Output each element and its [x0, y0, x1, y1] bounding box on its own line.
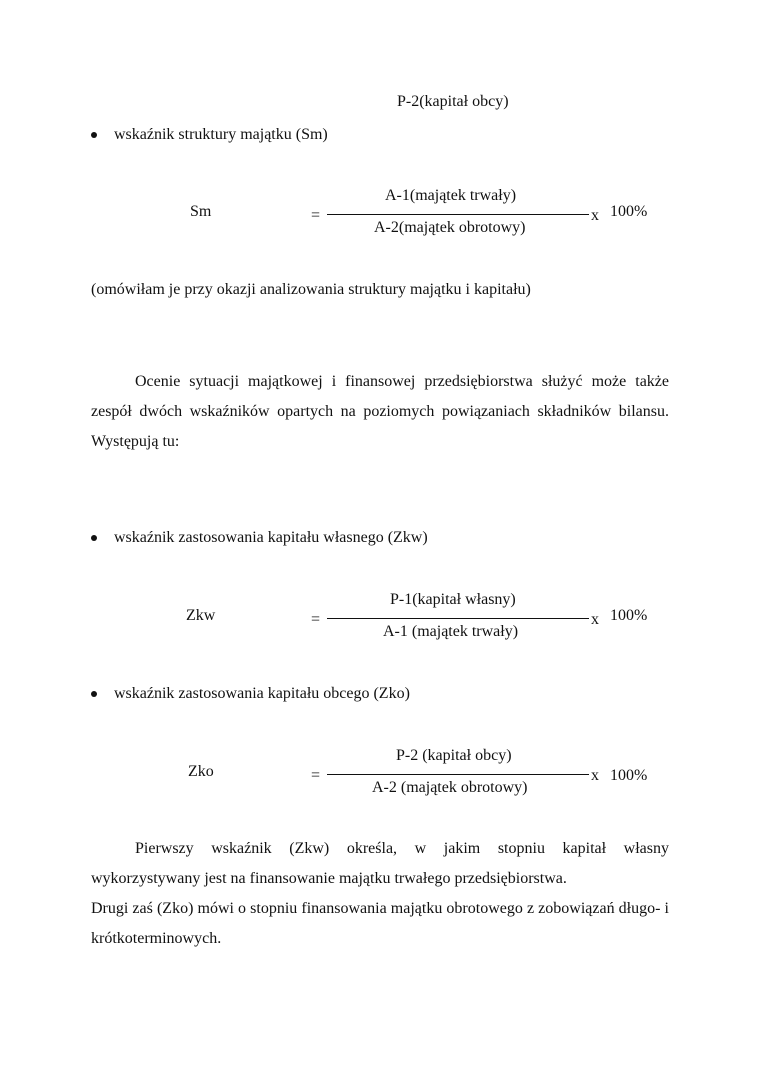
formula-zko-equals: =: [311, 767, 321, 784]
top-continuation-text: P-2(kapitał obcy): [397, 93, 509, 110]
formula-zkw-percent: 100%: [610, 607, 648, 624]
formula-zkw-label: Zkw: [186, 607, 216, 624]
closing-text: [91, 834, 669, 954]
formula-zkw-fraction-line: [327, 618, 589, 619]
formula-sm-times: x: [591, 207, 599, 224]
formula-sm-equals: =: [311, 207, 321, 224]
formula-zko-percent: 100%: [610, 767, 648, 784]
closing-paragraph-1: Pierwszy wskaźnik (Zkw) określa, w jakim stopniu kapitał własny wykorzystywany jest na finansowanie majątku trwałego przedsiębiorstwa.: [91, 840, 669, 887]
formula-sm-denominator: A-2(majątek obrotowy): [374, 219, 526, 236]
formula-sm-numerator: A-1(majątek trwały): [385, 187, 517, 204]
formula-zko-fraction-line: [327, 774, 589, 775]
formula-zko-label: Zko: [188, 763, 214, 780]
formula-sm-fraction-line: [327, 214, 589, 215]
formula-zko-denominator: A-2 (majątek obrotowy): [372, 779, 528, 796]
formula-sm-label: Sm: [190, 203, 212, 220]
formula-zkw-equals: =: [311, 611, 321, 628]
intro-paragraph: Ocenie sytuacji majątkowej i finansowej przedsiębiorstwa służyć może także zespół dwóch wskaźników opartych na poziomych powiązaniach składników bilansu. Występują tu:: [91, 373, 669, 450]
formula-zkw-denominator: A-1 (majątek trwały): [383, 623, 519, 640]
formula-sm-percent: 100%: [610, 203, 648, 220]
formula-zkw-numerator: P-1(kapitał własny): [390, 591, 516, 608]
bullet-dot-icon: [91, 535, 97, 541]
closing-paragraph-2: Drugi zaś (Zko) mówi o stopniu finansowania majątku obrotowego z zobowiązań długo- i krótkoterminowych.: [91, 900, 669, 947]
bullet-dot-icon: [91, 132, 97, 138]
formula-zkw-times: x: [591, 611, 599, 628]
bullet-dot-icon: [91, 691, 97, 697]
bullet-zkw-text: wskaźnik zastosowania kapitału własnego (Zkw): [114, 529, 428, 546]
bullet-zko-text: wskaźnik zastosowania kapitału obcego (Zko): [114, 685, 410, 702]
note-sm: (omówiłam je przy okazji analizowania struktury majątku i kapitału): [91, 281, 531, 298]
formula-zko-times: x: [591, 767, 599, 784]
bullet-sm-text: wskaźnik struktury majątku (Sm): [114, 126, 328, 143]
formula-zko-numerator: P-2 (kapitał obcy): [396, 747, 512, 764]
